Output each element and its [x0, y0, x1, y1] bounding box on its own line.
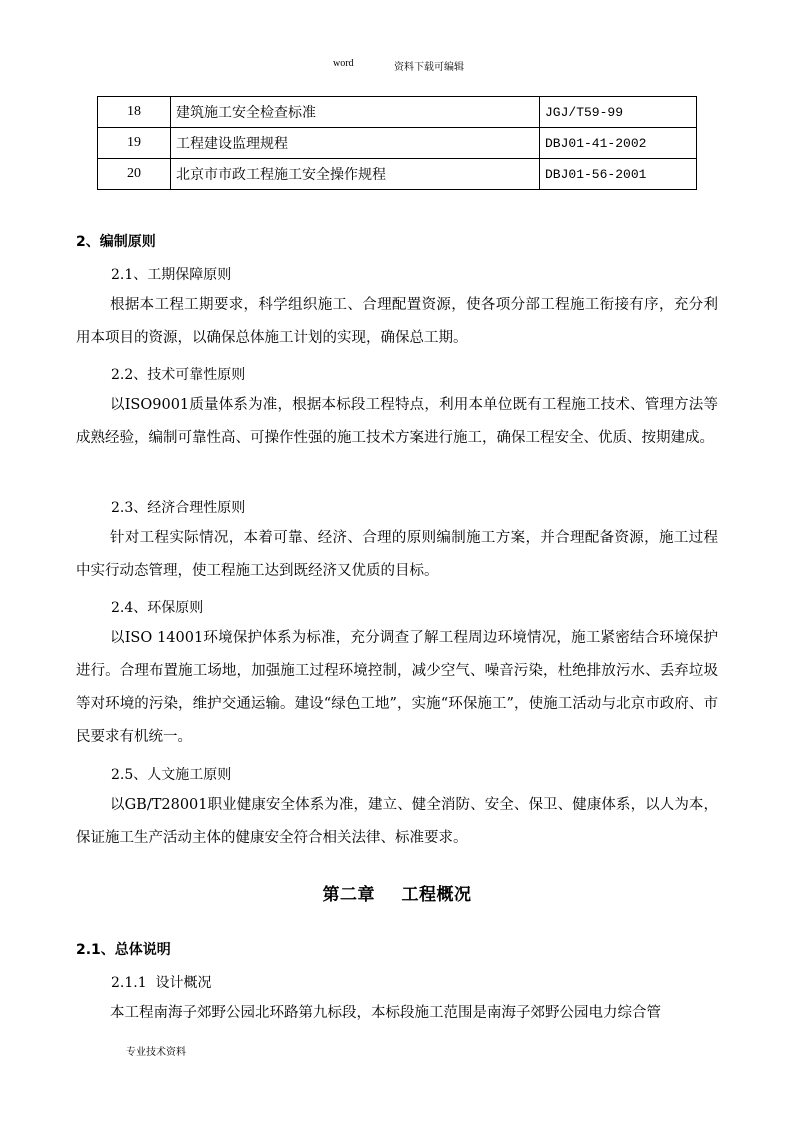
paragraph: 根据本工程工期要求，科学组织施工、合理配置资源，使各项分部工程施工衔接有序，充分利用本项目的资源，以确保总体施工计划的实现，确保总工期。 [76, 297, 718, 346]
subsection-heading: 2.3、经济合理性原则 [111, 500, 246, 516]
paragraph: 以GB/T28001职业健康安全体系为准，建立、健全消防、安全、保卫、健康体系，以人为本，保证施工生产活动主体的健康安全符合相关法律、标准要求。 [76, 797, 718, 846]
standard-name: 工程建设监理规程 [171, 128, 540, 159]
standards-table [97, 96, 697, 190]
paragraph: 以ISO9001质量体系为准，根据本标段工程特点，利用本单位既有工程施工技术、管理方法等成熟经验，编制可靠性高、可操作性强的施工技术方案进行施工，确保工程安全、优质、按期建成。 [76, 397, 718, 446]
table-row [98, 97, 697, 128]
row-number: 20 [98, 159, 171, 190]
chapter-label: 第二章 [322, 885, 376, 905]
section-heading: 2.1、总体说明 [76, 942, 171, 958]
row-number: 18 [98, 97, 171, 128]
standard-name: 北京市市政工程施工安全操作规程 [171, 159, 540, 190]
table-row [98, 128, 697, 159]
subsection-heading: 2.2、技术可靠性原则 [111, 367, 246, 383]
section-heading: 2、编制原则 [76, 234, 156, 250]
table-row [98, 159, 697, 190]
standard-name: 建筑施工安全检查标准 [171, 97, 540, 128]
header-text: 资料下载可编辑 [394, 62, 464, 73]
subsection-heading: 2.4、环保原则 [111, 600, 204, 616]
paragraph: 以ISO 14001环境保护体系为标准，充分调查了解工程周边环境情况，施工紧密结合环境保护进行。合理布置施工场地，加强施工过程环境控制，减少空气、噪音污染，杜绝排放污水、丢弃垃圾等对环境的污染，维护交通运输。建设“绿色工地”，实施“环保施工”，使施工活动与北京市政府、市民要求有机统一。 [76, 630, 718, 745]
paragraph: 本工程南海子郊野公园北环路第九标段，本标段施工范围是南海子郊野公园电力综合管 [110, 1005, 661, 1021]
standard-code: DBJ01-41-2002 [540, 128, 697, 159]
chapter-name: 工程概况 [401, 885, 472, 905]
page-footer: 专业技术资料 [126, 1047, 186, 1058]
standard-code: DBJ01-56-2001 [540, 159, 697, 190]
header-word: word [333, 58, 354, 69]
subsection-heading: 2.1、工期保障原则 [111, 267, 232, 283]
chapter-title [0, 880, 794, 905]
subsection-heading: 2.1.1 设计概况 [111, 975, 212, 991]
subsection-heading: 2.5、人文施工原则 [111, 767, 232, 783]
paragraph: 针对工程实际情况，本着可靠、经济、合理的原则编制施工方案，并合理配备资源，施工过程中实行动态管理，使工程施工达到既经济又优质的目标。 [76, 530, 718, 579]
row-number: 19 [98, 128, 171, 159]
standard-code: JGJ/T59-99 [540, 97, 697, 128]
page-header [0, 58, 794, 74]
